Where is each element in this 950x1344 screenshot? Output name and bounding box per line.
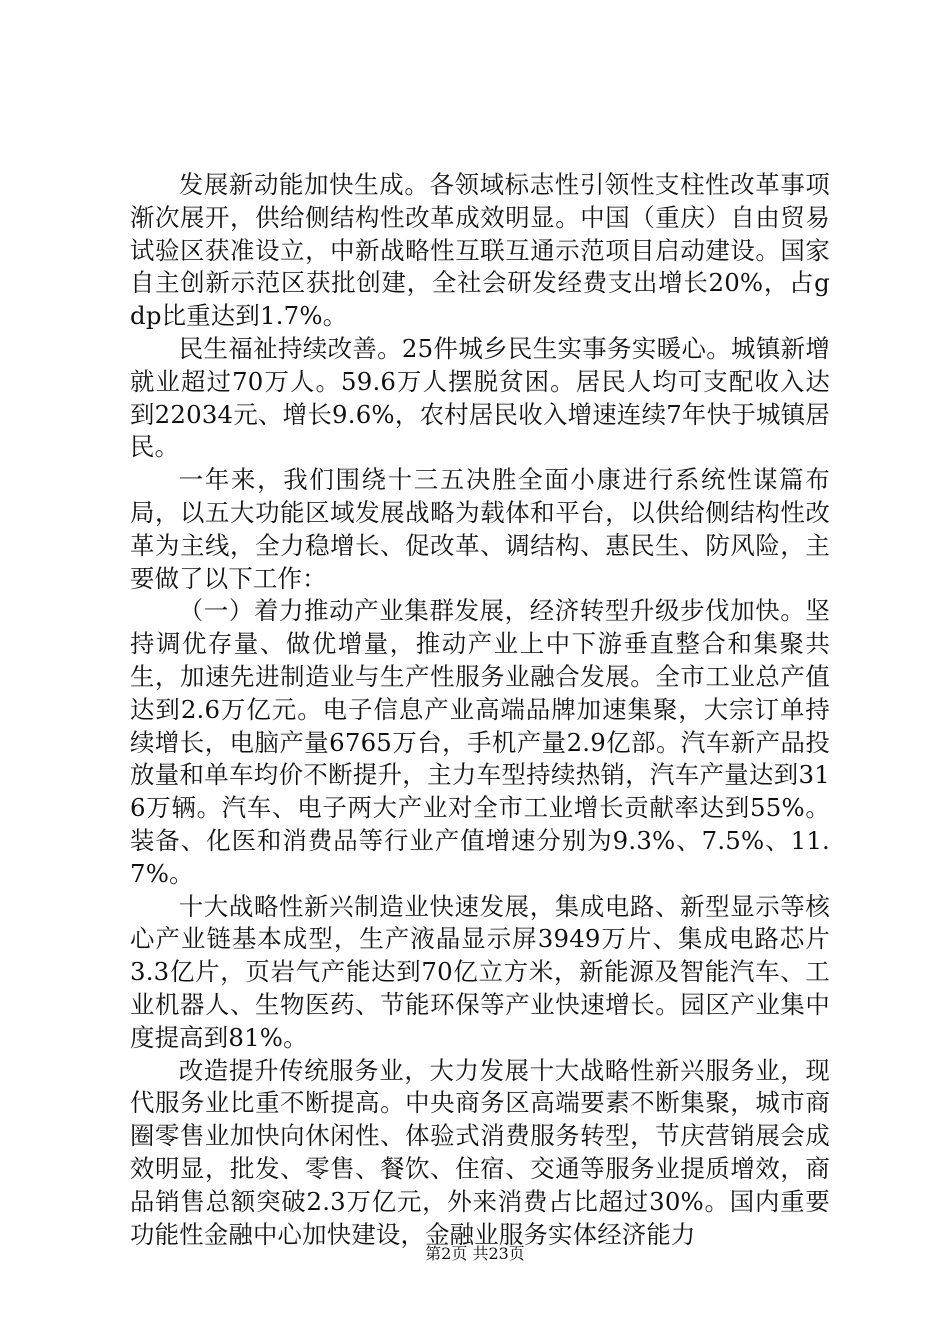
page-number-footer: 第2页 共23页 bbox=[425, 1244, 525, 1263]
paragraph-livelihood: 民生福祉持续改善。25件城乡民生实事务实暖心。城镇新增就业超过70万人。59.6万人摆脱贫困。居民人均可支配收入达到22034元、增长9.6%，农村居民收入增速连续7年快于城镇居民。 bbox=[130, 333, 830, 462]
paragraph-service-industry: 改造提升传统服务业，大力发展十大战略性新兴服务业，现代服务业比重不断提高。中央商务区高端要素不断集聚，城市商圈零售业加快向休闲性、体验式消费服务转型，节庆营销展会成效明显，批发、零售、餐饮、住宿、交通等服务业提质增效，商品销售总额突破2.3万亿元，外来消费占比超过30%。国内重要功能性金融中心加快建设，金融业服务实体经济能力 bbox=[130, 1055, 830, 1249]
paragraph-industry-cluster: （一）着力推动产业集群发展，经济转型升级步伐加快。坚持调优存量、做优增量，推动产业上中下游垂直整合和集聚共生，加速先进制造业与生产性服务业融合发展。全市工业总产值达到2.6万亿元。电子信息产业高端品牌加速集聚，大宗订单持续增长，电脑产量6765万台，手机产量2.9亿部。汽车新产品投放量和单车均价不断提升，主力车型持续热销，汽车产量达到316万辆。汽车、电子两大产业对全市工业增长贡献率达到55%。装备、化医和消费品等行业产值增速分别为9.3%、7.5%、11.7%。 bbox=[130, 596, 830, 888]
paragraph-emerging-manufacturing: 十大战略性新兴制造业快速发展，集成电路、新型显示等核心产业链基本成型，生产液晶显示屏3949万片、集成电路芯片3.3亿片，页岩气产能达到70亿立方米，新能源及智能汽车、工业机器人、生物医药、节能环保等产业快速增长。园区产业集中度提高到81%。 bbox=[130, 891, 830, 1052]
document-body bbox=[130, 169, 830, 1251]
paragraph-new-momentum: 发展新动能加快生成。各领域标志性引领性支柱性改革事项渐次展开，供给侧结构性改革成效明显。中国（重庆）自由贸易试验区获准设立，中新战略性互联互通示范项目启动建设。国家自主创新示范区获批创建，全社会研发经费支出增长20%，占gdp比重达到1.7%。 bbox=[130, 170, 830, 331]
paragraph-year-review: 一年来，我们围绕十三五决胜全面小康进行系统性谋篇布局，以五大功能区域发展战略为载体和平台，以供给侧结构性改革为主线，全力稳增长、促改革、调结构、惠民生、防风险，主要做了以下工作： bbox=[130, 465, 830, 593]
